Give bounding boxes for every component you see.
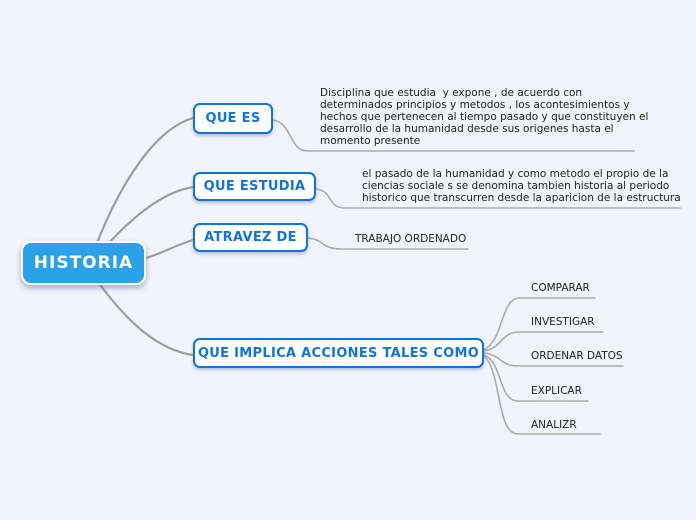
note-line: historico que transcurren desde la aparicion de la estructura: [362, 192, 681, 204]
node-que-estudia[interactable]: QUE ESTUDIA: [193, 172, 316, 201]
note-line: ciencias sociale s se denomina tambien historia al periodo: [362, 180, 670, 192]
node-que-es[interactable]: QUE ES: [193, 103, 273, 134]
branch-line-que-estudia: [109, 187, 193, 243]
note-line: Disciplina que estudia y expone , de acuerdo con: [320, 87, 583, 99]
leaf-line-investigar: [484, 332, 603, 351]
node-atravez-de[interactable]: ATRAVEZ DE: [193, 223, 308, 252]
branch-line-que-implica: [101, 286, 193, 355]
note-line: desarrollo de la humanidad desde sus origenes hasta el: [320, 123, 614, 135]
node-que-implica-acciones[interactable]: QUE IMPLICA ACCIONES TALES COMO: [193, 338, 484, 368]
note-line: el pasado de la humanidad y como metodo el propio de la: [362, 168, 669, 180]
branch-line-que-es: [97, 118, 193, 243]
note-line: hechos que pertenecen al tiempo pasado y que constituyen el: [320, 111, 649, 123]
node-historia[interactable]: HISTORIA: [21, 241, 146, 285]
branch-line-atravez-de: [146, 240, 193, 258]
leaf-trabajo-ordenado[interactable]: TRABAJO ORDENADO: [355, 233, 467, 245]
note-line: momento presente: [320, 135, 421, 147]
leaf-ordenar-datos[interactable]: ORDENAR DATOS: [531, 350, 623, 362]
leaf-comparar[interactable]: COMPARAR: [531, 282, 590, 294]
note-line: determinados principios y metodos , los acontesimientos y: [320, 99, 630, 111]
note-que-es[interactable]: [320, 87, 648, 147]
leaf-investigar[interactable]: INVESTIGAR: [531, 316, 595, 328]
leaf-explicar[interactable]: EXPLICAR: [531, 385, 582, 397]
leaf-analizr[interactable]: ANALIZR: [531, 419, 577, 431]
note-que-estudia[interactable]: [362, 168, 681, 204]
